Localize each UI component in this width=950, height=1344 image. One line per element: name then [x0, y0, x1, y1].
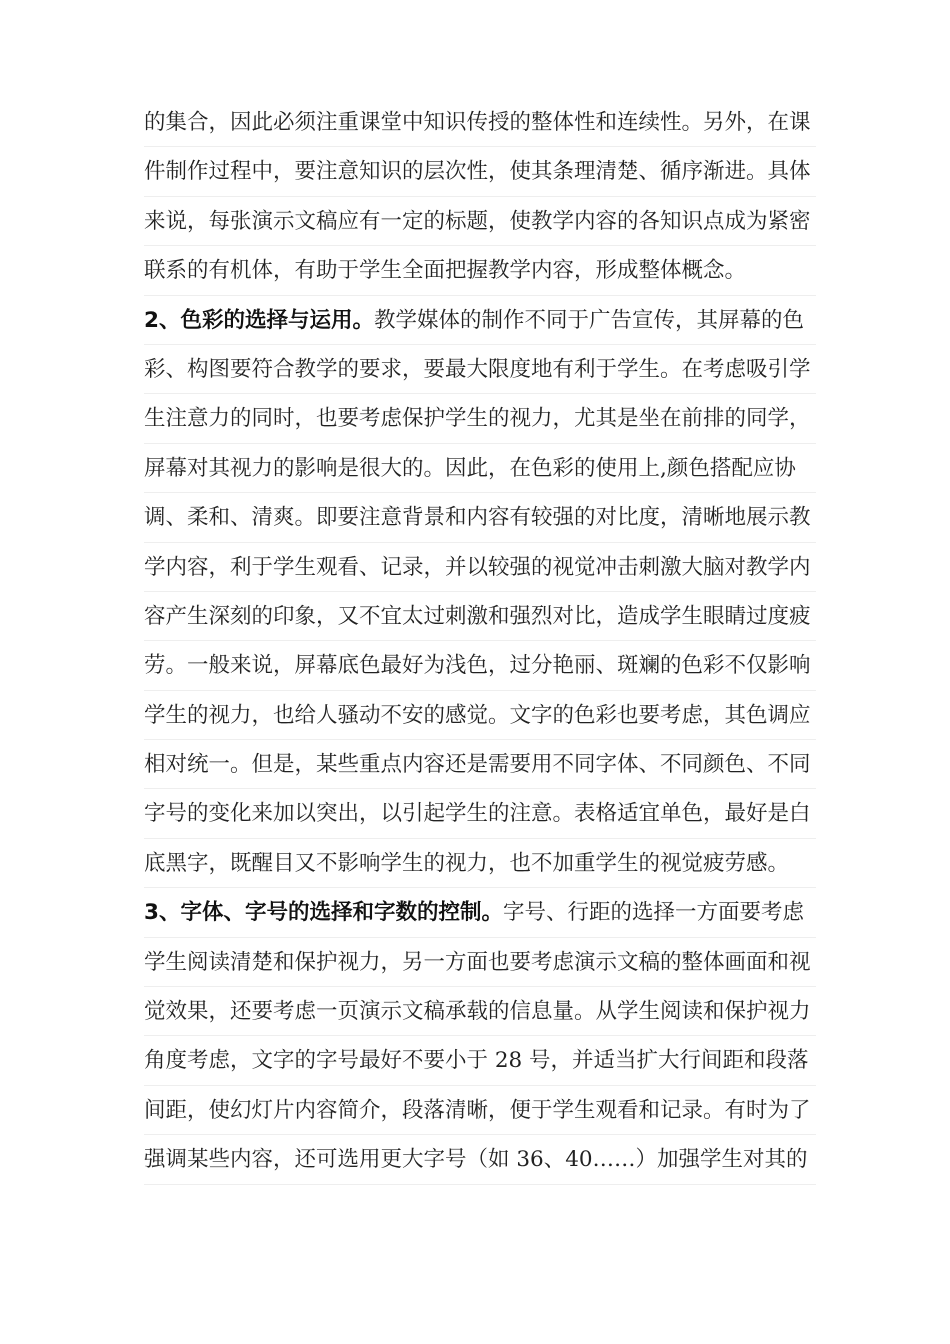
- line-text: 屏幕对其视力的影响是很大的。因此，在色彩的使用上,颜色搭配应协: [144, 455, 796, 481]
- text-line: [144, 1036, 816, 1085]
- text-line: [144, 246, 816, 295]
- text-line: [144, 444, 816, 493]
- line-text: 彩、构图要符合教学的要求，要最大限度地有利于学生。在考虑吸引学: [144, 356, 811, 382]
- text-line: [144, 938, 816, 987]
- line-text: 学内容，利于学生观看、记录，并以较强的视觉冲击刺激大脑对教学内: [144, 554, 811, 580]
- text-line: [144, 1135, 816, 1184]
- line-text: 角度考虑，文字的字号最好不要小于 28 号，并适当扩大行间距和段落: [144, 1048, 809, 1074]
- text-line: [144, 394, 816, 443]
- line-text: 强调某些内容，还可选用更大字号（如 36、40……）加强学生对其的: [144, 1147, 808, 1173]
- body-text: [144, 98, 816, 1185]
- section-heading: 3、字体、字号的选择和字数的控制。: [144, 900, 503, 926]
- text-line: [144, 740, 816, 789]
- line-text: 的集合，因此必须注重课堂中知识传授的整体性和连续性。另外，在课: [144, 110, 811, 135]
- text-line: [144, 345, 816, 394]
- text-line: [144, 1086, 816, 1135]
- section-heading: 2、色彩的选择与运用。: [144, 307, 374, 333]
- line-text: 生注意力的同时，也要考虑保护学生的视力，尤其是坐在前排的同学，: [144, 406, 811, 432]
- text-line: [144, 641, 816, 690]
- line-text: 联系的有机体，有助于学生全面把握教学内容，形成整体概念。: [144, 258, 747, 284]
- text-line: [144, 691, 816, 740]
- text-line: [144, 98, 816, 147]
- text-line: [144, 197, 816, 246]
- line-text: 觉效果，还要考虑一页演示文稿承载的信息量。从学生阅读和保护视力: [144, 999, 811, 1025]
- line-text: 底黑字，既醒目又不影响学生的视力，也不加重学生的视觉疲劳感。: [144, 850, 790, 876]
- text-line: [144, 888, 816, 937]
- line-text: 件制作过程中，要注意知识的层次性，使其条理清楚、循序渐进。具体: [144, 159, 811, 185]
- line-text: 教学媒体的制作不同于广告宣传，其屏幕的色: [373, 307, 804, 333]
- text-line: [144, 987, 816, 1036]
- line-text: 字号的变化来加以突出，以引起学生的注意。表格适宜单色，最好是白: [144, 801, 811, 827]
- text-line: [144, 543, 816, 592]
- line-text: 劳。一般来说，屏幕底色最好为浅色，过分艳丽、斑斓的色彩不仅影响: [144, 653, 811, 679]
- text-line: [144, 147, 816, 196]
- text-line: [144, 839, 816, 888]
- line-text: 学生的视力，也给人骚动不安的感觉。文字的色彩也要考虑，其色调应: [144, 702, 811, 728]
- line-text: 字号、行距的选择一方面要考虑: [502, 900, 804, 926]
- text-line: [144, 789, 816, 838]
- text-line: [144, 493, 816, 542]
- line-text: 来说，每张演示文稿应有一定的标题，使教学内容的各知识点成为紧密: [144, 208, 811, 234]
- line-text: 容产生深刻的印象，又不宜太过刺激和强烈对比，造成学生眼睛过度疲: [144, 603, 811, 629]
- text-line: [144, 592, 816, 641]
- line-text: 调、柔和、清爽。即要注意背景和内容有较强的对比度，清晰地展示教: [144, 505, 811, 531]
- line-text: 间距，使幻灯片内容简介，段落清晰，便于学生观看和记录。有时为了: [144, 1097, 811, 1123]
- line-text: 相对统一。但是，某些重点内容还是需要用不同字体、不同颜色、不同: [144, 752, 811, 778]
- text-line: [144, 296, 816, 345]
- line-text: 学生阅读清楚和保护视力，另一方面也要考虑演示文稿的整体画面和视: [144, 949, 811, 975]
